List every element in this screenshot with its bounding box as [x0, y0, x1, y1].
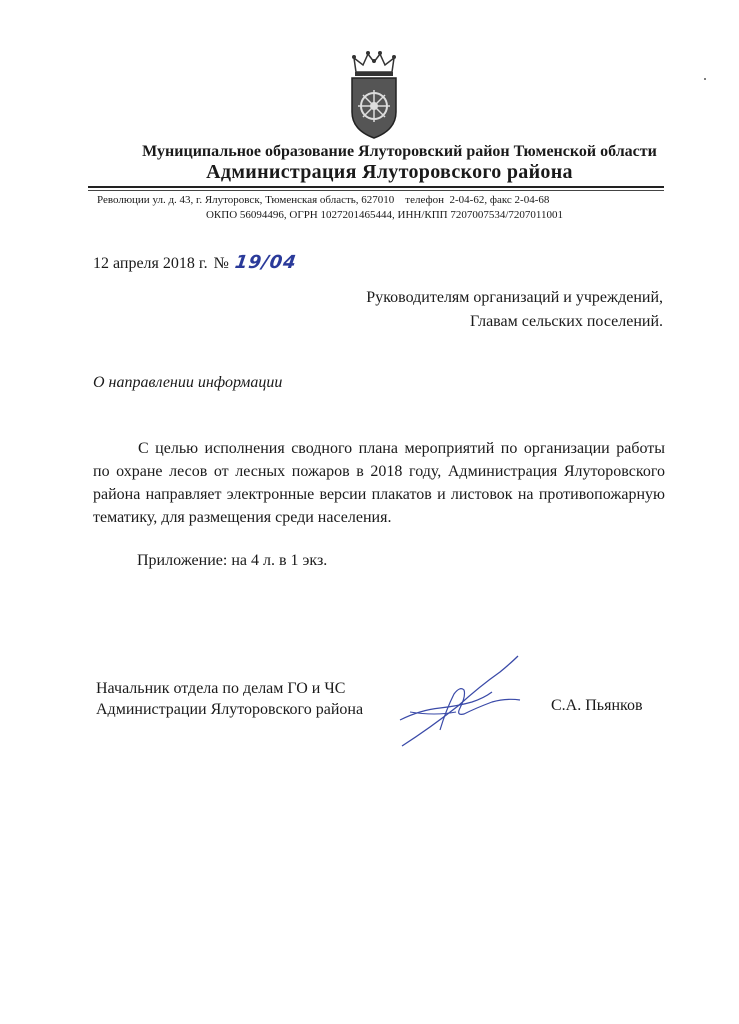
handwritten-number: 19/04 — [233, 252, 299, 273]
signer-title-line: Администрации Ялуторовского района — [96, 701, 364, 718]
scan-speck — [704, 78, 706, 80]
header-rule-thin — [88, 190, 664, 191]
org-line: Муниципальное образование Ялуторовский район Тюменской области — [142, 143, 657, 160]
letter-date: 12 апреля 2018 г. — [93, 255, 208, 272]
recipient-line: Главам сельских поселений. — [470, 313, 663, 330]
date-line — [93, 252, 297, 273]
recipient-block — [366, 286, 663, 334]
number-sign: № — [213, 255, 229, 272]
signer-title-line: Начальник отдела по делам ГО и ЧС — [96, 680, 346, 697]
handwritten-signature — [380, 650, 530, 750]
coat-of-arms-icon — [344, 50, 404, 140]
body-paragraph: С целью исполнения сводного плана мероприятий по организации работы по охране лесов от лесных пожаров в 2018 году, Администрация Ялуторовского района направляет электронные версии плакатов и листовок на противопожарную тематику, для размещения среди населения. — [93, 440, 665, 526]
signer-name: С.А. Пьянков — [551, 697, 643, 714]
recipient-line: Руководителям организаций и учреждений, — [366, 289, 663, 306]
header-rule — [88, 186, 664, 188]
signer-title — [96, 678, 363, 720]
address-line: Революции ул. д. 43, г. Ялуторовск, Тюменская область, 627010 телефон 2-04-62, факс 2-04-68 — [97, 194, 550, 206]
attachment-note: Приложение: на 4 л. в 1 экз. — [137, 552, 328, 569]
admin-title: Администрация Ялуторовского района — [206, 161, 573, 183]
subject-line: О направлении информации — [93, 374, 283, 391]
codes-line: ОКПО 56094496, ОГРН 1027201465444, ИНН/КПП 7207007534/7207011001 — [205, 209, 564, 221]
